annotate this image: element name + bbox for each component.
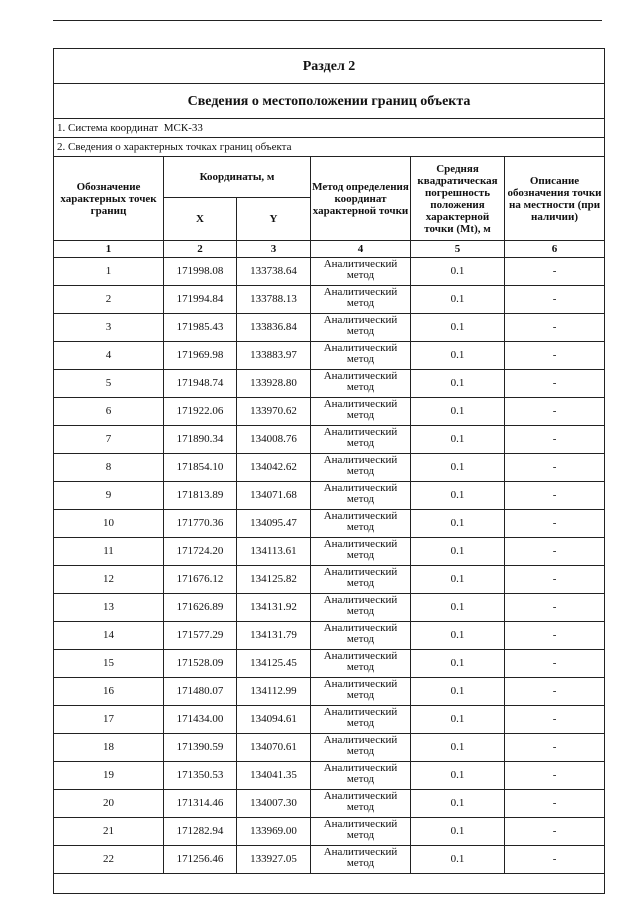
x-coordinate-cell: 171434.00 xyxy=(164,706,237,734)
points-section-label: 2. Сведения о характерных точках границ объекта xyxy=(54,138,605,157)
point-number-cell: 1 xyxy=(54,258,164,286)
description-cell: - xyxy=(505,370,605,398)
error-cell: 0.1 xyxy=(411,846,505,874)
method-cell: Аналитический метод xyxy=(311,846,411,874)
error-cell: 0.1 xyxy=(411,286,505,314)
point-number-cell: 12 xyxy=(54,566,164,594)
x-coordinate-cell: 171626.89 xyxy=(164,594,237,622)
table-row xyxy=(54,566,605,594)
coord-system-row xyxy=(54,119,605,138)
x-coordinate-cell: 171282.94 xyxy=(164,818,237,846)
point-number-cell: 13 xyxy=(54,594,164,622)
point-number-cell: 7 xyxy=(54,426,164,454)
y-coordinate-cell: 134070.61 xyxy=(237,734,311,762)
method-cell: Аналитический метод xyxy=(311,762,411,790)
table-row xyxy=(54,734,605,762)
error-cell: 0.1 xyxy=(411,454,505,482)
point-number-cell: 21 xyxy=(54,818,164,846)
table-footer-row xyxy=(54,874,605,894)
table-row xyxy=(54,286,605,314)
method-cell: Аналитический метод xyxy=(311,510,411,538)
error-cell: 0.1 xyxy=(411,398,505,426)
description-cell: - xyxy=(505,594,605,622)
x-coordinate-cell: 171577.29 xyxy=(164,622,237,650)
method-cell: Аналитический метод xyxy=(311,258,411,286)
description-cell: - xyxy=(505,342,605,370)
point-number-cell: 5 xyxy=(54,370,164,398)
table-row xyxy=(54,622,605,650)
description-cell: - xyxy=(505,426,605,454)
point-number-cell: 17 xyxy=(54,706,164,734)
error-cell: 0.1 xyxy=(411,566,505,594)
point-number-cell: 3 xyxy=(54,314,164,342)
column-number: 4 xyxy=(311,241,411,258)
method-cell: Аналитический метод xyxy=(311,370,411,398)
point-number-cell: 19 xyxy=(54,762,164,790)
error-cell: 0.1 xyxy=(411,678,505,706)
error-cell: 0.1 xyxy=(411,426,505,454)
page-top-rule xyxy=(53,20,602,21)
y-coordinate-cell: 134112.99 xyxy=(237,678,311,706)
x-coordinate-cell: 171985.43 xyxy=(164,314,237,342)
y-coordinate-cell: 134071.68 xyxy=(237,482,311,510)
error-cell: 0.1 xyxy=(411,342,505,370)
method-cell: Аналитический метод xyxy=(311,790,411,818)
point-number-cell: 6 xyxy=(54,398,164,426)
error-cell: 0.1 xyxy=(411,790,505,818)
coord-system-value: МСК-33 xyxy=(163,121,203,134)
column-number: 2 xyxy=(164,241,237,258)
method-cell: Аналитический метод xyxy=(311,650,411,678)
x-coordinate-cell: 171770.36 xyxy=(164,510,237,538)
table-row xyxy=(54,706,605,734)
error-cell: 0.1 xyxy=(411,762,505,790)
method-cell: Аналитический метод xyxy=(311,482,411,510)
point-number-cell: 11 xyxy=(54,538,164,566)
point-number-cell: 8 xyxy=(54,454,164,482)
method-cell: Аналитический метод xyxy=(311,594,411,622)
table-row xyxy=(54,846,605,874)
table-row xyxy=(54,678,605,706)
method-cell: Аналитический метод xyxy=(311,678,411,706)
table-row xyxy=(54,314,605,342)
x-coordinate-cell: 171390.59 xyxy=(164,734,237,762)
point-number-cell: 22 xyxy=(54,846,164,874)
description-cell: - xyxy=(505,818,605,846)
column-number: 6 xyxy=(505,241,605,258)
y-coordinate-cell: 133969.00 xyxy=(237,818,311,846)
description-cell: - xyxy=(505,398,605,426)
description-cell: - xyxy=(505,846,605,874)
method-cell: Аналитический метод xyxy=(311,426,411,454)
description-cell: - xyxy=(505,622,605,650)
y-coordinate-cell: 134042.62 xyxy=(237,454,311,482)
method-cell: Аналитический метод xyxy=(311,818,411,846)
table-row xyxy=(54,650,605,678)
header-coordinates: Координаты, м xyxy=(164,157,311,198)
point-number-cell: 9 xyxy=(54,482,164,510)
x-coordinate-cell: 171813.89 xyxy=(164,482,237,510)
table-row xyxy=(54,426,605,454)
description-cell: - xyxy=(505,650,605,678)
y-coordinate-cell: 134095.47 xyxy=(237,510,311,538)
description-cell: - xyxy=(505,258,605,286)
method-cell: Аналитический метод xyxy=(311,734,411,762)
y-coordinate-cell: 134007.30 xyxy=(237,790,311,818)
y-coordinate-cell: 134094.61 xyxy=(237,706,311,734)
table-row xyxy=(54,510,605,538)
y-coordinate-cell: 134131.79 xyxy=(237,622,311,650)
method-cell: Аналитический метод xyxy=(311,566,411,594)
description-cell: - xyxy=(505,510,605,538)
error-cell: 0.1 xyxy=(411,370,505,398)
description-cell: - xyxy=(505,706,605,734)
x-coordinate-cell: 171890.34 xyxy=(164,426,237,454)
section-title: Раздел 2 xyxy=(54,49,605,84)
description-cell: - xyxy=(505,314,605,342)
table-row xyxy=(54,258,605,286)
error-cell: 0.1 xyxy=(411,818,505,846)
y-coordinate-cell: 133970.62 xyxy=(237,398,311,426)
y-coordinate-cell: 133927.05 xyxy=(237,846,311,874)
x-coordinate-cell: 171314.46 xyxy=(164,790,237,818)
table-row xyxy=(54,370,605,398)
error-cell: 0.1 xyxy=(411,734,505,762)
column-number: 5 xyxy=(411,241,505,258)
y-coordinate-cell: 134113.61 xyxy=(237,538,311,566)
table-row xyxy=(54,482,605,510)
y-coordinate-cell: 133883.97 xyxy=(237,342,311,370)
point-number-cell: 16 xyxy=(54,678,164,706)
table-row xyxy=(54,594,605,622)
description-cell: - xyxy=(505,482,605,510)
point-number-cell: 20 xyxy=(54,790,164,818)
method-cell: Аналитический метод xyxy=(311,538,411,566)
x-coordinate-cell: 171350.53 xyxy=(164,762,237,790)
x-coordinate-cell: 171480.07 xyxy=(164,678,237,706)
description-cell: - xyxy=(505,678,605,706)
column-number: 1 xyxy=(54,241,164,258)
error-cell: 0.1 xyxy=(411,314,505,342)
x-coordinate-cell: 171854.10 xyxy=(164,454,237,482)
error-cell: 0.1 xyxy=(411,258,505,286)
table-row xyxy=(54,818,605,846)
table-row xyxy=(54,454,605,482)
error-cell: 0.1 xyxy=(411,482,505,510)
coord-system-label: 1. Система координат xyxy=(57,121,159,134)
table-row xyxy=(54,762,605,790)
x-coordinate-cell: 171994.84 xyxy=(164,286,237,314)
method-cell: Аналитический метод xyxy=(311,342,411,370)
x-coordinate-cell: 171528.09 xyxy=(164,650,237,678)
point-number-cell: 15 xyxy=(54,650,164,678)
method-cell: Аналитический метод xyxy=(311,286,411,314)
error-cell: 0.1 xyxy=(411,538,505,566)
table-row xyxy=(54,538,605,566)
method-cell: Аналитический метод xyxy=(311,398,411,426)
header-method: Метод определения координат характерной точки xyxy=(311,157,411,241)
description-cell: - xyxy=(505,538,605,566)
point-number-cell: 2 xyxy=(54,286,164,314)
y-coordinate-cell: 133738.64 xyxy=(237,258,311,286)
x-coordinate-cell: 171948.74 xyxy=(164,370,237,398)
x-coordinate-cell: 171256.46 xyxy=(164,846,237,874)
point-number-cell: 4 xyxy=(54,342,164,370)
x-coordinate-cell: 171922.06 xyxy=(164,398,237,426)
description-cell: - xyxy=(505,566,605,594)
x-coordinate-cell: 171676.12 xyxy=(164,566,237,594)
method-cell: Аналитический метод xyxy=(311,314,411,342)
description-cell: - xyxy=(505,790,605,818)
y-coordinate-cell: 134125.45 xyxy=(237,650,311,678)
y-coordinate-cell: 134041.35 xyxy=(237,762,311,790)
y-coordinate-cell: 134008.76 xyxy=(237,426,311,454)
description-cell: - xyxy=(505,762,605,790)
method-cell: Аналитический метод xyxy=(311,454,411,482)
description-cell: - xyxy=(505,454,605,482)
error-cell: 0.1 xyxy=(411,622,505,650)
x-coordinate-cell: 171969.98 xyxy=(164,342,237,370)
y-coordinate-cell: 134131.92 xyxy=(237,594,311,622)
method-cell: Аналитический метод xyxy=(311,622,411,650)
table-row xyxy=(54,342,605,370)
description-cell: - xyxy=(505,286,605,314)
empty-footer-cell xyxy=(54,874,605,894)
x-coordinate-cell: 171724.20 xyxy=(164,538,237,566)
y-coordinate-cell: 134125.82 xyxy=(237,566,311,594)
x-coordinate-cell: 171998.08 xyxy=(164,258,237,286)
header-designation: Обозначение характерных точек границ xyxy=(54,157,164,241)
boundary-points-table xyxy=(53,48,605,894)
point-number-cell: 18 xyxy=(54,734,164,762)
column-number: 3 xyxy=(237,241,311,258)
point-number-cell: 10 xyxy=(54,510,164,538)
y-coordinate-cell: 133788.13 xyxy=(237,286,311,314)
y-coordinate-cell: 133928.80 xyxy=(237,370,311,398)
error-cell: 0.1 xyxy=(411,594,505,622)
point-number-cell: 14 xyxy=(54,622,164,650)
error-cell: 0.1 xyxy=(411,650,505,678)
table-row xyxy=(54,790,605,818)
header-error: Средняя квадратическая погрешность положения характерной точки (Mt), м xyxy=(411,157,505,241)
header-x: X xyxy=(164,198,237,241)
error-cell: 0.1 xyxy=(411,706,505,734)
header-description: Описание обозначения точки на местности (при наличии) xyxy=(505,157,605,241)
document-subtitle: Сведения о местоположении границ объекта xyxy=(54,84,605,119)
method-cell: Аналитический метод xyxy=(311,706,411,734)
header-y: Y xyxy=(237,198,311,241)
description-cell: - xyxy=(505,734,605,762)
error-cell: 0.1 xyxy=(411,510,505,538)
table-row xyxy=(54,398,605,426)
y-coordinate-cell: 133836.84 xyxy=(237,314,311,342)
